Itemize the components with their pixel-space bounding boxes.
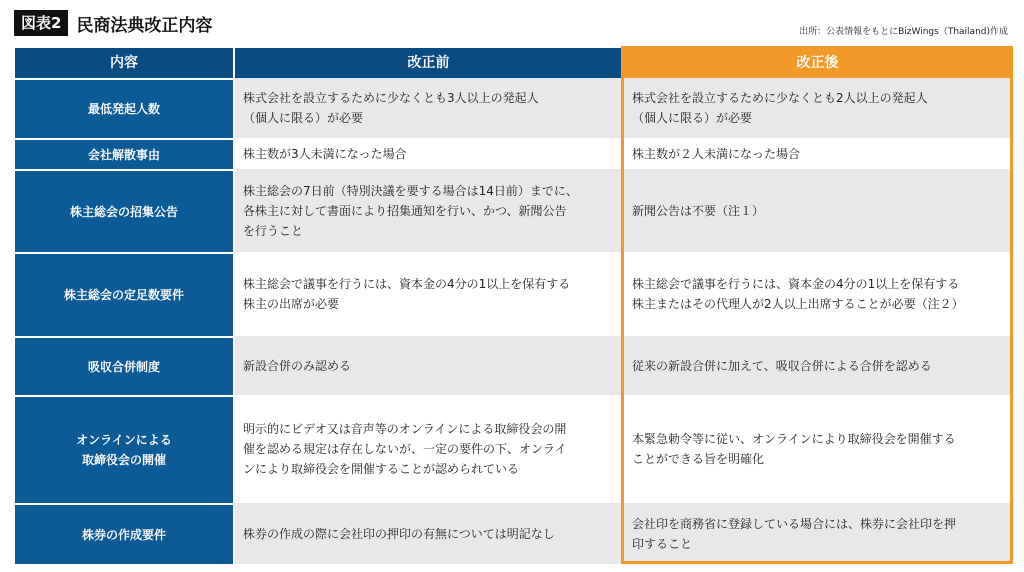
- amendment-table: [15, 48, 1011, 564]
- row-after-text: 会社印を商務省に登録している場合には、株券に会社印を押 印すること: [624, 503, 1011, 564]
- row-after-text: 株主総会で議事を行うには、資本金の4分の1以上を保有する 株主またはその代理人が2人以上出席することが必要（注２）: [624, 252, 1011, 336]
- column-header-before: 改正前: [235, 48, 622, 78]
- row-after-text: 株主数が２人未満になった場合: [624, 138, 1011, 169]
- table-header-row: [15, 48, 1011, 78]
- table-row: [15, 138, 1011, 169]
- row-item-label: 株主総会の定足数要件: [15, 252, 233, 336]
- figure-number-badge: 図表2: [14, 10, 68, 36]
- source-note: 出所：公表情報をもとにBizWings（Thailand)作成: [799, 27, 1008, 37]
- row-after-text: 従来の新設合併に加えて、吸収合併による合併を認める: [624, 336, 1011, 395]
- row-item-label: オンラインによる 取締役会の開催: [15, 395, 233, 503]
- row-before-text: 株主総会で議事を行うには、資本金の4分の1以上を保有する 株主の出席が必要: [235, 252, 622, 336]
- figure-header: [14, 9, 212, 37]
- table-row: [15, 395, 1011, 503]
- figure-title: 民商法典改正内容: [76, 15, 213, 36]
- table-row: [15, 252, 1011, 336]
- row-before-text: 株主総会の7日前（特別決議を要する場合は14日前）までに、 各株主に対して書面により招集通知を行い、かつ、新聞公告 を行うこと: [235, 169, 622, 252]
- table-row: [15, 78, 1011, 138]
- table-row: [15, 169, 1011, 252]
- row-after-text: 新聞公告は不要（注１）: [624, 169, 1011, 252]
- column-header-item: 内容: [15, 48, 233, 78]
- row-before-text: 株式会社を設立するために少なくとも3人以上の発起人 （個人に限る）が必要: [235, 78, 622, 138]
- column-header-after: 改正後: [624, 48, 1011, 78]
- row-before-text: 新設合併のみ認める: [235, 336, 622, 395]
- row-after-text: 本緊急勅令等に従い、オンラインにより取締役会を開催する ことができる旨を明確化: [624, 395, 1011, 503]
- row-before-text: 株券の作成の際に会社印の押印の有無については明記なし: [235, 503, 622, 564]
- row-item-label: 株券の作成要件: [15, 503, 233, 564]
- row-after-text: 株式会社を設立するために少なくとも2人以上の発起人 （個人に限る）が必要: [624, 78, 1011, 138]
- row-item-label: 株主総会の招集公告: [15, 169, 233, 252]
- row-item-label: 会社解散事由: [15, 138, 233, 169]
- table-row: [15, 503, 1011, 564]
- row-before-text: 株主数が3人未満になった場合: [235, 138, 622, 169]
- row-item-label: 吸収合併制度: [15, 336, 233, 395]
- row-item-label: 最低発起人数: [15, 78, 233, 138]
- row-before-text: 明示的にビデオ又は音声等のオンラインによる取締役会の開 催を認める規定は存在しないが、一定の要件の下、オンライ ンにより取締役会を開催することが認められている: [235, 395, 622, 503]
- table-row: [15, 336, 1011, 395]
